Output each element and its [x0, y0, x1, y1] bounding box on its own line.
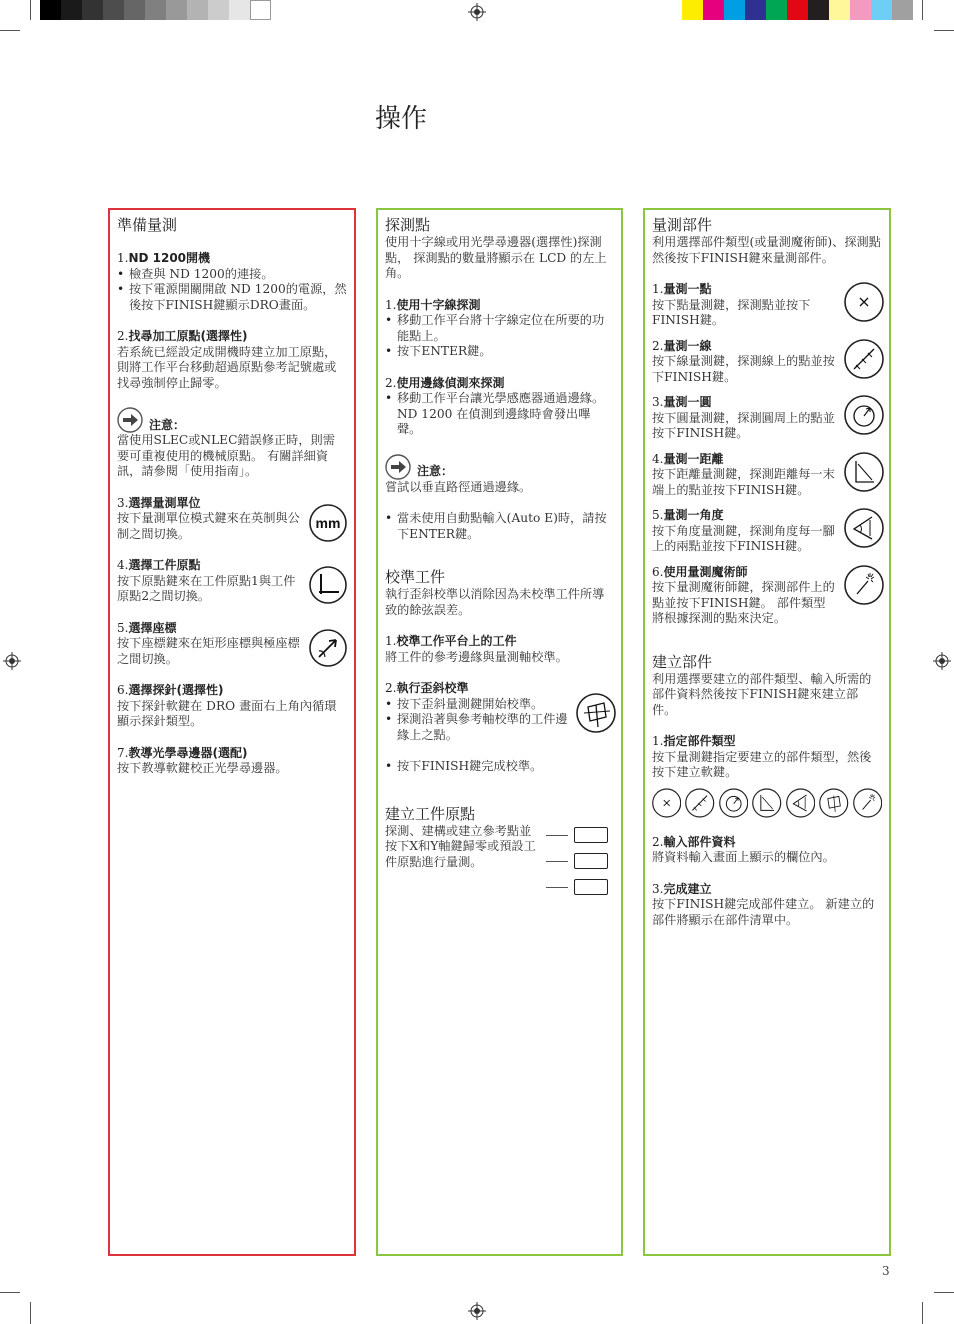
wand-icon: [844, 565, 884, 605]
list-item: • 按下電源開關開啟 ND 1200的電源，然後按下FINISH鍵顯示DRO畫面。: [117, 282, 347, 313]
crop-mark: [0, 1292, 20, 1293]
color-swatch: [166, 0, 187, 20]
wand-icon: [853, 787, 882, 819]
step-crosshair-probe: 1.使用十字線探測 • 移動工作平台將十字線定位在所要的功能點上。 • 按下ENTER鍵。: [385, 298, 614, 360]
step-select-coordinates: 5.選擇座標 按下座標鍵來在矩形座標與極座標之間切換。: [117, 621, 347, 668]
page-number: 3: [882, 1264, 890, 1278]
create-datum-section: [385, 805, 614, 871]
step-specify-type: 1.指定部件類型 按下量測鍵指定要建立的部件類型，然後按下建立軟鍵。: [652, 734, 882, 819]
color-swatch: [208, 0, 229, 20]
list-item: • 移動工作平台讓光學感應器通過邊緣。 ND 1200 在偵測到邊緣時會發出嗶聲。: [385, 391, 614, 438]
list-item: • 按下ENTER鍵。: [385, 344, 614, 360]
step-select-datum: 4.選擇工件原點 按下原點鍵來在工件原點1與工件原點2之間切換。: [117, 558, 347, 605]
color-swatch: [82, 0, 103, 20]
color-swatch: [187, 0, 208, 20]
crop-mark: [922, 0, 923, 20]
note-box: [117, 407, 347, 480]
note-label: 注意：: [417, 464, 454, 478]
color-swatch: [61, 0, 82, 20]
measure-item: 3.量測一圓 按下圓量測鍵，探測圓周上的點並按下FINISH鍵。: [652, 395, 882, 442]
line-icon: [844, 339, 884, 379]
color-swatch: [124, 0, 145, 20]
arrow-right-icon: [117, 407, 143, 433]
step-edge-probe: 2.使用邊緣偵測來探測 • 移動工作平台讓光學感應器通過邊緣。 ND 1200 在偵測到邊緣時會發出嗶聲。: [385, 376, 614, 438]
color-swatch: [745, 0, 766, 20]
y-axis-key[interactable]: [546, 853, 608, 869]
measure-item: 2.量測一線 按下線量測鍵，探測線上的點並按下FINISH鍵。: [652, 339, 882, 386]
measure-item: 4.量測一距離 按下距離量測鍵，探測距離每一末端上的點並按下FINISH鍵。: [652, 452, 882, 499]
point-icon: [652, 787, 681, 819]
crop-mark: [0, 30, 20, 31]
measure-item: 6.使用量測魔術師 按下量測魔術師鍵，探測部件上的點並按下FINISH鍵。 部件類型將根據探測的點來決定。: [652, 565, 882, 627]
registration-mark-icon: [3, 652, 21, 670]
list-item: • 移動工作平台將十字線定位在所要的功能點上。: [385, 313, 614, 344]
color-swatch: [682, 0, 703, 20]
step-align-on-table: 1.校準工作平台上的工件 將工件的參考邊緣與量測軸校準。: [385, 634, 568, 664]
color-swatch: [103, 0, 124, 20]
line-icon: [685, 787, 714, 819]
crop-mark: [934, 1292, 954, 1293]
mm-units-icon: [309, 504, 347, 542]
section-intro: 利用選擇部件類型(或量測魔術師)、探測點然後按下FINISH鍵來量測部件。: [652, 235, 881, 265]
x-axis-key[interactable]: [546, 827, 608, 843]
angle-icon: [786, 787, 815, 819]
skew-icon: [576, 693, 616, 733]
step-teach-edge-finder: 7.教導光學尋邊器(選配) 按下教導軟鍵校正光學尋邊器。: [117, 745, 288, 775]
color-swatch: [829, 0, 850, 20]
registration-mark-icon: [468, 3, 486, 21]
section-heading: 量測部件: [652, 216, 713, 234]
measure-features-panel: [643, 208, 891, 1256]
measure-item: 5.量測一角度 按下角度量測鍵，探測角度每一腳上的兩點並按下FINISH鍵。: [652, 508, 882, 555]
step-skew-alignment: 2.執行歪斜校準 • 按下歪斜量測鍵開始校準。 • 探測沿著與參考軸校準的工件邊緣上之點。 • 按下FINISH鍵完成校準。: [385, 681, 614, 775]
circle-icon: [844, 395, 884, 435]
registration-mark-icon: [933, 652, 951, 670]
crop-mark: [30, 1302, 31, 1324]
distance-icon: [752, 787, 781, 819]
note-text: 當使用SLEC或NLEC錯誤修正時，則需要可重複使用的機械原點。 有關詳細資訊，請參閱「使用指南」。: [117, 433, 335, 478]
measure-item: 1.量測一點 按下點量測鍵，探測點並按下FINISH鍵。: [652, 282, 882, 329]
polar-coordinates-icon: [309, 629, 347, 667]
crop-mark: [934, 30, 954, 31]
color-swatch: [808, 0, 829, 20]
axis-keys: [546, 827, 608, 905]
list-item: • 當未使用自動點輸入(Auto E)時，請按下ENTER鍵。: [385, 511, 614, 542]
probe-points-panel: [376, 208, 623, 1256]
z-axis-key[interactable]: [546, 879, 608, 895]
section-heading: 探測點: [385, 216, 431, 234]
color-swatch: [766, 0, 787, 20]
section-heading: 建立部件: [652, 652, 713, 671]
angle-icon: [844, 508, 884, 548]
color-swatch: [724, 0, 745, 20]
arrow-right-icon: [385, 454, 411, 480]
create-feature-section: [652, 653, 882, 929]
svg-text:mm: mm: [315, 514, 341, 531]
page-title: 操作: [375, 104, 428, 134]
prepare-measurement-panel: [108, 208, 356, 1256]
step-enter-data: 2.輸入部件資料 將資料輸入畫面上顯示的欄位內。: [652, 834, 835, 864]
datum-icon: [309, 566, 347, 604]
note-text: 嘗試以垂直路徑通過邊緣。: [385, 479, 532, 494]
section-intro: 使用十字線或用光學尋邊器(選擇性)探測點， 探測點的數量將顯示在 LCD 的左上角。: [385, 235, 607, 280]
color-swatch: [850, 0, 871, 20]
section-heading: 校準工件: [385, 568, 446, 586]
feature-icons-row: [652, 787, 882, 819]
step-select-units: 3.選擇量測單位 按下量測單位模式鍵來在英制與公制之間切換。 mm: [117, 496, 347, 543]
align-workpiece-section: [385, 568, 614, 775]
step-select-probe: 6.選擇探針(選擇性) 按下探針軟鍵在 DRO 畫面右上角內循環顯示探針類型。: [117, 683, 337, 728]
section-intro: 執行歪斜校準以消除因為未校準工件所導致的餘弦誤差。: [385, 587, 605, 617]
crop-mark: [30, 0, 31, 20]
skew-icon: [819, 787, 848, 819]
color-swatch: [787, 0, 808, 20]
list-item: • 按下FINISH鍵完成校準。: [385, 759, 568, 775]
step-find-reference: 2.找尋加工原點(選擇性) 若系統已經設定成開機時建立加工原點，則將工作平台移動超過原點參考記號處或找尋強制停止歸零。: [117, 329, 337, 390]
step-power-on: 1.ND 1200開機 • 檢查與 ND 1200的連接。 • 按下電源開關開啟 ND 1200的電源，然後按下FINISH鍵顯示DRO畫面。: [117, 251, 347, 313]
color-swatch: [871, 0, 892, 20]
color-swatch: [703, 0, 724, 20]
color-swatch: [250, 0, 271, 20]
section-text: 探測、建構或建立參考點並按下X和Y軸鍵歸零或預設工件原點進行量測。: [385, 823, 536, 869]
section-intro: 利用選擇要建立的部件類型、輸入所需的部件資料然後按下FINISH鍵來建立部件。: [652, 671, 872, 717]
list-item: • 檢查與 ND 1200的連接。: [117, 267, 347, 283]
distance-icon: [844, 452, 884, 492]
section-heading: 準備量測: [117, 216, 178, 234]
color-swatch: [145, 0, 166, 20]
list-item: • 探測沿著與參考軸校準的工件邊緣上之點。: [385, 712, 568, 743]
color-swatch: [229, 0, 250, 20]
note-label: 注意：: [149, 417, 186, 432]
color-swatch: [892, 0, 913, 20]
registration-mark-icon: [468, 1302, 486, 1320]
section-heading: 建立工件原點: [385, 804, 476, 823]
note-box: [385, 454, 614, 543]
circle-icon: [719, 787, 748, 819]
point-icon: [844, 282, 884, 322]
crop-mark: [922, 1302, 923, 1324]
step-finish-create: 3.完成建立 按下FINISH鍵完成部件建立。 新建立的部件將顯示在部件清單中。: [652, 881, 875, 927]
color-swatch: [40, 0, 61, 20]
list-item: • 按下歪斜量測鍵開始校準。: [385, 697, 568, 713]
